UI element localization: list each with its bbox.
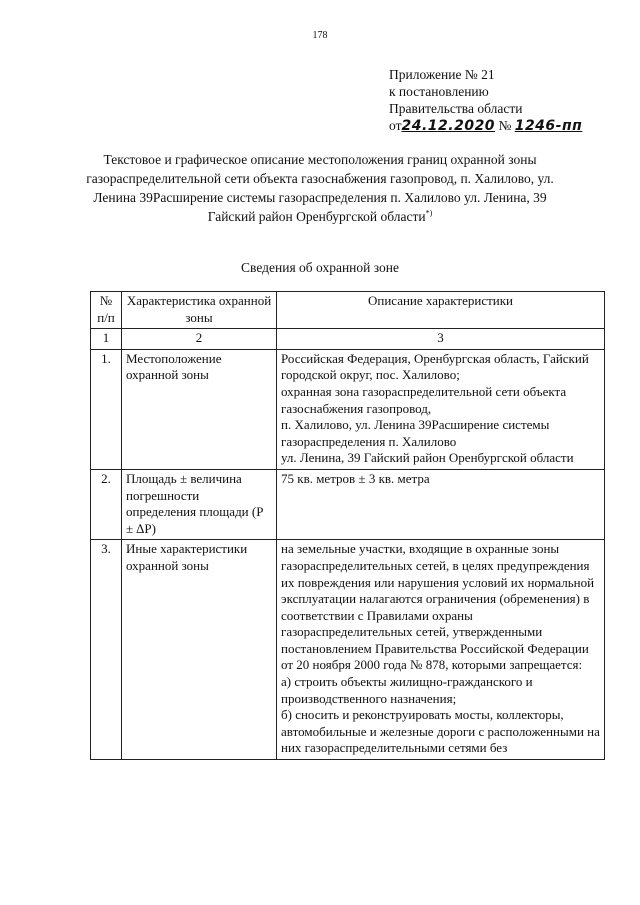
number-label: № — [498, 118, 512, 133]
column-number: 3 — [277, 329, 605, 350]
appendix-block — [389, 66, 619, 135]
appendix-line-3: Правительства области — [389, 101, 523, 116]
handwritten-doc-number: 1246-пп — [514, 118, 583, 134]
appendix-date-line — [389, 117, 619, 135]
zone-info-table — [90, 291, 605, 760]
table-row — [91, 349, 605, 469]
title-text: Текстовое и графическое описание местоположения границ охранной зоны газораспределительной сети объекта газоснабжения газопровод, п. Халилово, ул. Ленина 39Расширение системы газораспределения п. Халилово ул. Ленина, 39 Гайский район Оренбургской области — [86, 152, 554, 224]
page-number: 178 — [312, 30, 328, 41]
row-index: 1. — [91, 349, 122, 469]
row-characteristic: Площадь ± величина погрешности определения площади (P ± ∆P) — [122, 469, 277, 539]
row-description: на земельные участки, входящие в охранные зоны газораспределительных сетей, в целях предупреждения их повреждения или нарушения условий их нормальной эксплуатации налагаются ограничения (обременения) в соответствии с Правилами охраны газораспределительных сетей, утвержденными постановлением Правительства Российской Федерации от 20 ноября 2000 года № 878, которыми запрещается: а) строить объекты жилищно-гражданского и производственного назначения; б) сносить и реконструировать мосты, коллекторы, автомобильные и железные дороги с расположенными на них газораспределительными сетями без — [277, 540, 605, 760]
title-footnote-mark: *) — [425, 208, 433, 218]
handwritten-date: 24.12.2020 — [401, 118, 496, 134]
row-characteristic: Иные характеристики охранной зоны — [122, 540, 277, 760]
table-column-numbers-row — [91, 329, 605, 350]
header-description: Описание характеристики — [277, 292, 605, 329]
column-number: 2 — [122, 329, 277, 350]
header-index: № п/п — [91, 292, 122, 329]
header-characteristic: Характеристика охранной зоны — [122, 292, 277, 329]
section-title: Сведения об охранной зоне — [241, 260, 399, 275]
column-number: 1 — [91, 329, 122, 350]
document-title — [80, 150, 560, 226]
row-description: Российская Федерация, Оренбургская область, Гайский городской округ, пос. Халилово; охранная зона газораспределительной сети объекта газоснабжения газопровод, п. Халилово, ул. Ленина 39Расширение системы газораспределения п. Халилово ул. Ленина, 39 Гайский район Оренбургской области — [277, 349, 605, 469]
table-row — [91, 469, 605, 539]
row-index: 3. — [91, 540, 122, 760]
table-row — [91, 540, 605, 760]
table-header-row — [91, 292, 605, 329]
from-label: от — [389, 118, 402, 133]
appendix-line-2: к постановлению — [389, 84, 489, 99]
appendix-line-1: Приложение № 21 — [389, 67, 495, 82]
row-index: 2. — [91, 469, 122, 539]
row-description: 75 кв. метров ± 3 кв. метра — [277, 469, 605, 539]
row-characteristic: Местоположение охранной зоны — [122, 349, 277, 469]
